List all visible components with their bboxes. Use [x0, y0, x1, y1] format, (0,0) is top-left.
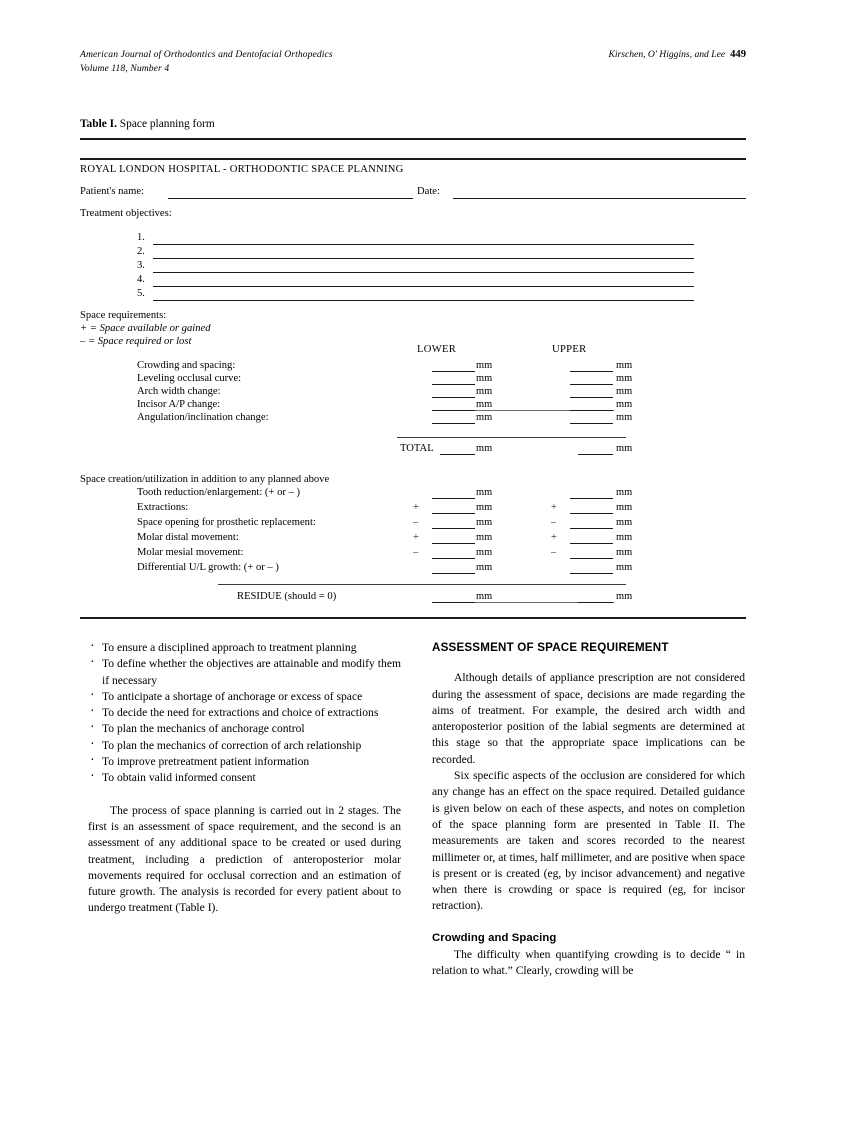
running-head-authors-page — [608, 48, 746, 62]
requirement-upper-field-3[interactable] — [570, 397, 613, 398]
list-item: · To obtain valid informed consent — [88, 770, 401, 786]
form-title: ROYAL LONDON HOSPITAL - ORTHODONTIC SPACE PLANNING — [80, 164, 404, 175]
creation-lower-field-5[interactable] — [432, 558, 475, 559]
table-caption — [80, 118, 215, 130]
requirement-upper-field-2[interactable] — [570, 384, 613, 385]
requirement-lower-field-5[interactable] — [432, 423, 475, 424]
requirement-lower-field-3[interactable] — [432, 397, 475, 398]
list-item: · To plan the mechanics of anchorage control — [88, 721, 401, 737]
legend-plus: + = Space available or gained — [80, 323, 211, 334]
creation-lower-sign-4: + — [413, 532, 419, 543]
treatment-objectives-label: Treatment objectives: — [80, 208, 172, 219]
objective-field-1[interactable] — [153, 244, 694, 245]
table-header-rule — [80, 158, 746, 160]
creation-upper-sign-4: + — [551, 532, 557, 543]
creation-upper-sign-5: – — [551, 547, 557, 558]
creation-upper-unit-5: mm — [616, 547, 633, 558]
creation-label-2: Extractions: — [137, 502, 189, 513]
list-item: · To anticipate a shortage of anchorage or excess of space — [88, 689, 401, 705]
creation-upper-unit-1: mm — [616, 487, 633, 498]
section-heading-assessment: ASSESSMENT OF SPACE REQUIREMENT — [432, 641, 669, 654]
creation-lower-field-1[interactable] — [432, 498, 475, 499]
creation-lower-unit-5: mm — [476, 547, 493, 558]
requirement-label-3: Arch width change: — [137, 386, 221, 397]
total-label: TOTAL — [400, 443, 434, 454]
running-head — [80, 48, 746, 80]
residue-label: RESIDUE (should = 0) — [237, 591, 337, 602]
requirement-lower-unit-4: mm — [476, 399, 493, 410]
creation-lower-sign-5: – — [413, 547, 419, 558]
column-header-upper: UPPER — [552, 344, 587, 355]
objective-field-2[interactable] — [153, 258, 694, 259]
creation-upper-unit-6: mm — [616, 562, 633, 573]
creation-lower-field-3[interactable] — [432, 528, 475, 529]
space-creation-label: Space creation/utilization in addition to any planned above — [80, 474, 330, 485]
creation-label-5: Molar mesial movement: — [137, 547, 244, 558]
creation-upper-sign-2: + — [551, 502, 557, 513]
residue-upper-field[interactable] — [578, 602, 613, 603]
list-item: · To improve pretreatment patient information — [88, 754, 401, 770]
space-requirements-label: Space requirements: — [80, 310, 167, 321]
creation-upper-sign-3: – — [551, 517, 557, 528]
journal-volume: Volume 118, Number 4 — [80, 63, 170, 74]
creation-lower-field-4[interactable] — [432, 543, 475, 544]
creation-lower-unit-2: mm — [476, 502, 493, 513]
requirement-upper-unit-1: mm — [616, 360, 633, 371]
total-upper-field[interactable] — [578, 454, 613, 455]
total-lower-unit: mm — [476, 443, 493, 454]
table-bottom-rule — [80, 617, 746, 619]
patient-name-label: Patient's name: — [80, 186, 144, 197]
subsection-heading-crowding: Crowding and Spacing — [432, 931, 557, 944]
objective-field-5[interactable] — [153, 300, 694, 301]
patient-name-field[interactable] — [168, 198, 413, 199]
objective-number-3: 3. — [137, 260, 145, 271]
requirement-label-2: Leveling occlusal curve: — [137, 373, 242, 384]
left-text-column — [88, 640, 401, 917]
creation-upper-field-3[interactable] — [570, 528, 613, 529]
objective-number-5: 5. — [137, 288, 145, 299]
right-column-paragraph-1: Although details of appliance prescription are not considered during the assessment of space, decisions are made regarding the aims of treatment. For example, the desired arch width and anteroposterior position of the labial segments are determined at this stage so that the appropriate space implications can be recorded. — [432, 671, 745, 766]
objective-field-4[interactable] — [153, 286, 694, 287]
residue-lower-unit: mm — [476, 591, 493, 602]
creation-label-4: Molar distal movement: — [137, 532, 239, 543]
creation-label-1: Tooth reduction/enlargement: (+ or – ) — [137, 487, 301, 498]
total-lower-field[interactable] — [440, 454, 475, 455]
objective-field-3[interactable] — [153, 272, 694, 273]
purpose-bullet-list — [88, 640, 401, 787]
total-upper-unit: mm — [616, 443, 633, 454]
residue-lower-field[interactable] — [432, 602, 475, 603]
list-item: · To plan the mechanics of correction of arch relationship — [88, 738, 401, 754]
creation-upper-field-4[interactable] — [570, 543, 613, 544]
creation-label-3: Space opening for prosthetic replacement: — [137, 517, 316, 528]
author-names: Kirschen, O' Higgins, and Lee — [608, 49, 726, 60]
requirement-upper-field-5[interactable] — [570, 423, 613, 424]
page-number: 449 — [730, 49, 746, 60]
creation-upper-field-6[interactable] — [570, 573, 613, 574]
creation-upper-field-5[interactable] — [570, 558, 613, 559]
residue-separator-rule — [218, 584, 626, 585]
requirement-upper-unit-4: mm — [616, 399, 633, 410]
creation-lower-unit-1: mm — [476, 487, 493, 498]
date-label: Date: — [417, 186, 440, 197]
creation-lower-unit-3: mm — [476, 517, 493, 528]
requirement-label-4: Incisor A/P change: — [137, 399, 221, 410]
creation-upper-unit-3: mm — [616, 517, 633, 528]
running-head-journal — [80, 48, 333, 76]
creation-lower-field-6[interactable] — [432, 573, 475, 574]
table-top-rule — [80, 138, 746, 140]
objective-number-1: 1. — [137, 232, 145, 243]
right-text-column — [432, 640, 745, 980]
objective-number-2: 2. — [137, 246, 145, 257]
requirement-upper-field-1[interactable] — [570, 371, 613, 372]
list-item: · To define whether the objectives are attainable and modify them if necessary — [88, 656, 401, 689]
objective-number-4: 4. — [137, 274, 145, 285]
requirement-lower-field-4[interactable] — [432, 410, 475, 411]
creation-upper-unit-4: mm — [616, 532, 633, 543]
creation-lower-unit-4: mm — [476, 532, 493, 543]
creation-lower-sign-3: – — [413, 517, 419, 528]
requirement-label-1: Crowding and spacing: — [137, 360, 236, 371]
creation-upper-field-2[interactable] — [570, 513, 613, 514]
table-caption-text: Space planning form — [119, 118, 215, 130]
creation-lower-unit-6: mm — [476, 562, 493, 573]
table-label: Table I. — [80, 118, 117, 130]
requirement-lower-field-2[interactable] — [432, 384, 475, 385]
requirement-lower-unit-1: mm — [476, 360, 493, 371]
right-column-paragraph-2: Six specific aspects of the occlusion are considered for which any change has an effect on the space required. Detailed guidance is given below on each of these aspects, and notes on completion of the space planning form are presented in Table II. The measurements are taken and scores recorded to the nearest millimeter or, at times, half millimeter, and are positive when space is present or is created (eg, by incisor advancement) and negative when there is crowding or space is required (eg, for incisor retraction). — [432, 769, 745, 913]
requirement-upper-unit-2: mm — [616, 373, 633, 384]
residue-upper-unit: mm — [616, 591, 633, 602]
requirement-upper-field-4[interactable] — [570, 410, 613, 411]
date-field[interactable] — [453, 198, 746, 199]
column-header-lower: LOWER — [417, 344, 457, 355]
requirement-upper-unit-3: mm — [616, 386, 633, 397]
total-separator-rule — [397, 437, 626, 438]
list-item: · To ensure a disciplined approach to treatment planning — [88, 640, 401, 656]
creation-lower-field-2[interactable] — [432, 513, 475, 514]
legend-minus: – = Space required or lost — [80, 336, 192, 347]
requirement-lower-unit-5: mm — [476, 412, 493, 423]
creation-upper-field-1[interactable] — [570, 498, 613, 499]
journal-title: American Journal of Orthodontics and Dentofacial Orthopedics — [80, 49, 333, 60]
requirement-upper-unit-5: mm — [616, 412, 633, 423]
creation-lower-sign-2: + — [413, 502, 419, 513]
creation-upper-unit-2: mm — [616, 502, 633, 513]
requirement-label-5: Angulation/inclination change: — [137, 412, 269, 423]
requirement-lower-unit-3: mm — [476, 386, 493, 397]
creation-label-6: Differential U/L growth: (+ or – ) — [137, 562, 279, 573]
list-item: · To decide the need for extractions and choice of extractions — [88, 705, 401, 721]
right-column-paragraph-3: The difficulty when quantifying crowding is to decide “ in relation to what.” Clearly, crowding will be — [432, 948, 745, 978]
requirement-lower-unit-2: mm — [476, 373, 493, 384]
requirement-lower-field-1[interactable] — [432, 371, 475, 372]
left-column-paragraph: The process of space planning is carried out in 2 stages. The first is an assessment of space requirement, and the second is an assessment of any additional space to be created or used during treatment, including a prediction of anteroposterior molar movements required for occlusal correction and an estimation of future growth. The analysis is recorded for every patient about to undergo treatment (Table I). — [88, 803, 401, 915]
